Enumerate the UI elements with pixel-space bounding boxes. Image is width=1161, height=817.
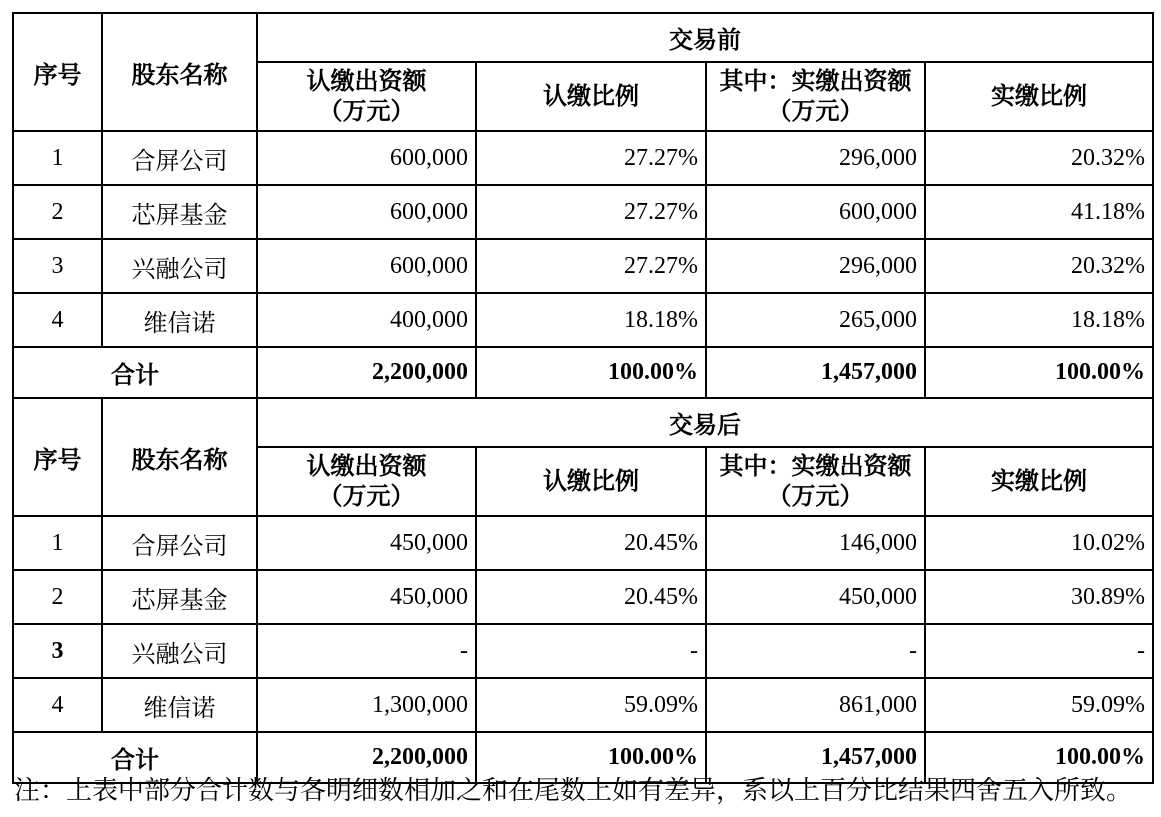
col-header-shareholder: 股东名称 [102,398,257,516]
paid-amount-total: 1,457,000 [706,347,925,398]
col-header-seq: 序号 [13,398,102,516]
total-label-cell: 合计 [13,347,257,398]
col-header-paid-amount [706,62,925,131]
paid-ratio-total: 100.00% [925,347,1153,398]
header-line: 认缴出资额 [306,453,427,480]
seq-cell: 3 [13,624,102,678]
total-label-cell: 合计 [13,732,257,783]
table-row [13,516,1153,570]
header-line: （万元） [318,98,415,125]
col-header-subscribed-ratio: 认缴比例 [476,447,706,516]
paid-ratio-cell: 30.89% [925,570,1153,624]
paid-amount-total: 1,457,000 [706,732,925,783]
subscribed-ratio-cell: 59.09% [476,678,706,732]
col-header-subscribed-ratio: 认缴比例 [476,62,706,131]
col-header-paid-ratio: 实缴比例 [925,447,1153,516]
subscribed-amount-cell: 1,300,000 [257,678,476,732]
paid-amount-cell: 146,000 [706,516,925,570]
table-row [13,678,1153,732]
header-line: （万元） [767,483,864,510]
paid-ratio-cell: 10.02% [925,516,1153,570]
subscribed-ratio-cell: - [476,624,706,678]
seq-cell: 2 [13,185,102,239]
section-title-post: 交易后 [257,398,1153,447]
table-row [13,185,1153,239]
table-row [13,570,1153,624]
seq-cell: 3 [13,239,102,293]
header-line: （万元） [318,483,415,510]
col-header-seq: 序号 [13,13,102,131]
header-line: 其中：实缴出资额 [719,68,912,95]
subscribed-ratio-total: 100.00% [476,347,706,398]
paid-amount-cell: 861,000 [706,678,925,732]
subscribed-ratio-total: 100.00% [476,732,706,783]
paid-amount-cell: - [706,624,925,678]
paid-amount-cell: 600,000 [706,185,925,239]
subscribed-amount-total: 2,200,000 [257,732,476,783]
table-row [13,239,1153,293]
paid-amount-cell: 296,000 [706,131,925,185]
shareholder-cell: 芯屏基金 [102,570,257,624]
shareholding-table [12,12,1154,784]
header-line: 其中：实缴出资额 [719,453,912,480]
paid-ratio-total: 100.00% [925,732,1153,783]
subscribed-amount-cell: 450,000 [257,570,476,624]
subscribed-amount-cell: 600,000 [257,239,476,293]
paid-amount-cell: 265,000 [706,293,925,347]
paid-ratio-cell: - [925,624,1153,678]
shareholder-cell: 合屏公司 [102,131,257,185]
subscribed-amount-total: 2,200,000 [257,347,476,398]
paid-ratio-cell: 41.18% [925,185,1153,239]
table-row [13,624,1153,678]
subscribed-ratio-cell: 20.45% [476,570,706,624]
col-header-paid-ratio: 实缴比例 [925,62,1153,131]
header-row-pre-1 [13,13,1153,62]
subscribed-ratio-cell: 18.18% [476,293,706,347]
footnote: 注：上表中部分合计数与各明细数相加之和在尾数上如有差异，系以上百分比结果四舍五入所致。 [14,776,1133,805]
shareholder-cell: 合屏公司 [102,516,257,570]
header-row-post-1 [13,398,1153,447]
shareholder-cell: 维信诺 [102,678,257,732]
paid-amount-cell: 450,000 [706,570,925,624]
seq-cell: 1 [13,516,102,570]
subscribed-amount-cell: 600,000 [257,185,476,239]
paid-ratio-cell: 20.32% [925,131,1153,185]
seq-cell: 4 [13,293,102,347]
col-header-paid-amount [706,447,925,516]
subscribed-amount-cell: 450,000 [257,516,476,570]
subscribed-amount-cell: - [257,624,476,678]
paid-amount-cell: 296,000 [706,239,925,293]
shareholder-cell: 兴融公司 [102,239,257,293]
subscribed-ratio-cell: 27.27% [476,131,706,185]
total-row-pre [13,347,1153,398]
section-title-pre: 交易前 [257,13,1153,62]
subscribed-ratio-cell: 27.27% [476,239,706,293]
shareholder-cell: 芯屏基金 [102,185,257,239]
paid-ratio-cell: 18.18% [925,293,1153,347]
col-header-subscribed-amount [257,447,476,516]
header-line: （万元） [767,98,864,125]
subscribed-ratio-cell: 20.45% [476,516,706,570]
paid-ratio-cell: 20.32% [925,239,1153,293]
col-header-subscribed-amount [257,62,476,131]
seq-cell: 1 [13,131,102,185]
seq-cell: 2 [13,570,102,624]
subscribed-amount-cell: 600,000 [257,131,476,185]
col-header-shareholder: 股东名称 [102,13,257,131]
table-row [13,131,1153,185]
shareholder-cell: 兴融公司 [102,624,257,678]
paid-ratio-cell: 59.09% [925,678,1153,732]
subscribed-amount-cell: 400,000 [257,293,476,347]
header-line: 认缴出资额 [306,68,427,95]
table-row [13,293,1153,347]
seq-cell: 4 [13,678,102,732]
subscribed-ratio-cell: 27.27% [476,185,706,239]
shareholder-cell: 维信诺 [102,293,257,347]
